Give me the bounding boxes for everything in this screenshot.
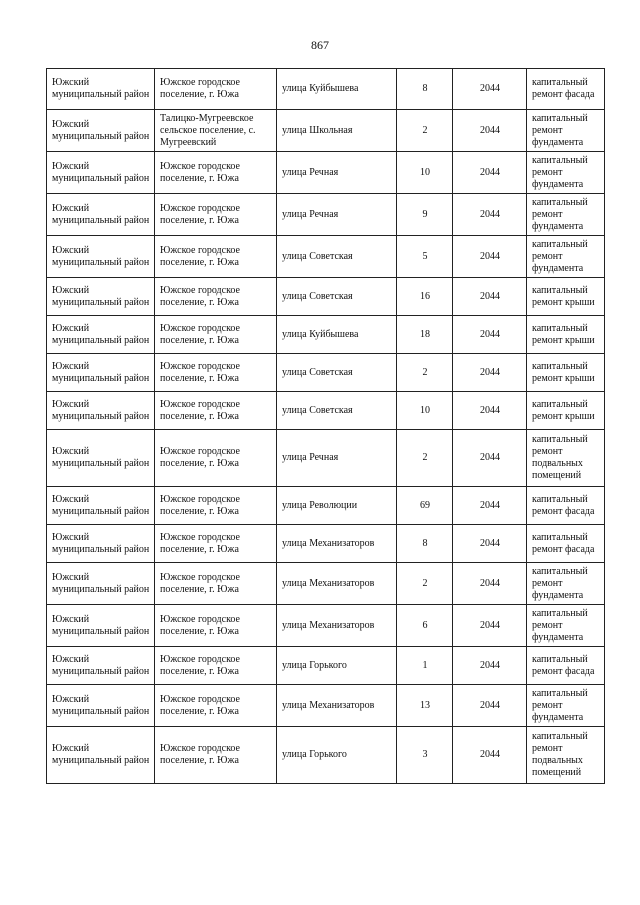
- house-number-cell: 2: [397, 110, 453, 152]
- work-type-cell: капитальный ремонт фундамента: [527, 236, 605, 278]
- work-type-cell: капитальный ремонт фундамента: [527, 685, 605, 727]
- table-row: [47, 236, 605, 278]
- table-row: [47, 152, 605, 194]
- table-row: [47, 563, 605, 605]
- house-number-cell: 2: [397, 430, 453, 487]
- work-type-cell: капитальный ремонт крыши: [527, 392, 605, 430]
- work-type-cell: капитальный ремонт подвальных помещений: [527, 727, 605, 784]
- district-cell: Южский муниципальный район: [47, 69, 155, 110]
- settlement-cell: Южское городское поселение, г. Южа: [155, 194, 277, 236]
- street-cell: улица Куйбышева: [277, 69, 397, 110]
- settlement-cell: Южское городское поселение, г. Южа: [155, 278, 277, 316]
- street-cell: улица Механизаторов: [277, 525, 397, 563]
- district-cell: Южский муниципальный район: [47, 563, 155, 605]
- work-type-cell: капитальный ремонт фасада: [527, 525, 605, 563]
- table-row: [47, 69, 605, 110]
- year-cell: 2044: [453, 392, 527, 430]
- work-type-cell: капитальный ремонт фундамента: [527, 194, 605, 236]
- street-cell: улица Куйбышева: [277, 316, 397, 354]
- district-cell: Южский муниципальный район: [47, 278, 155, 316]
- year-cell: 2044: [453, 605, 527, 647]
- table-row: [47, 685, 605, 727]
- year-cell: 2044: [453, 685, 527, 727]
- settlement-cell: Южское городское поселение, г. Южа: [155, 563, 277, 605]
- settlement-cell: Южское городское поселение, г. Южа: [155, 316, 277, 354]
- work-type-cell: капитальный ремонт фундамента: [527, 110, 605, 152]
- house-number-cell: 5: [397, 236, 453, 278]
- work-type-cell: капитальный ремонт фундамента: [527, 152, 605, 194]
- year-cell: 2044: [453, 525, 527, 563]
- year-cell: 2044: [453, 647, 527, 685]
- table-row: [47, 278, 605, 316]
- year-cell: 2044: [453, 69, 527, 110]
- district-cell: Южский муниципальный район: [47, 316, 155, 354]
- year-cell: 2044: [453, 236, 527, 278]
- street-cell: улица Механизаторов: [277, 685, 397, 727]
- house-number-cell: 1: [397, 647, 453, 685]
- house-number-cell: 8: [397, 69, 453, 110]
- table-row: [47, 354, 605, 392]
- street-cell: улица Механизаторов: [277, 605, 397, 647]
- street-cell: улица Революции: [277, 487, 397, 525]
- settlement-cell: Южское городское поселение, г. Южа: [155, 647, 277, 685]
- year-cell: 2044: [453, 563, 527, 605]
- year-cell: 2044: [453, 152, 527, 194]
- repair-schedule-table: [46, 68, 605, 784]
- table-row: [47, 525, 605, 563]
- street-cell: улица Советская: [277, 236, 397, 278]
- table-body: [47, 69, 605, 784]
- house-number-cell: 3: [397, 727, 453, 784]
- district-cell: Южский муниципальный район: [47, 430, 155, 487]
- table-row: [47, 647, 605, 685]
- year-cell: 2044: [453, 194, 527, 236]
- settlement-cell: Южское городское поселение, г. Южа: [155, 525, 277, 563]
- street-cell: улица Советская: [277, 278, 397, 316]
- house-number-cell: 6: [397, 605, 453, 647]
- district-cell: Южский муниципальный район: [47, 727, 155, 784]
- street-cell: улица Речная: [277, 194, 397, 236]
- work-type-cell: капитальный ремонт крыши: [527, 316, 605, 354]
- year-cell: 2044: [453, 430, 527, 487]
- settlement-cell: Южское городское поселение, г. Южа: [155, 685, 277, 727]
- table-row: [47, 392, 605, 430]
- house-number-cell: 18: [397, 316, 453, 354]
- settlement-cell: Южское городское поселение, г. Южа: [155, 727, 277, 784]
- table-row: [47, 430, 605, 487]
- house-number-cell: 10: [397, 392, 453, 430]
- work-type-cell: капитальный ремонт крыши: [527, 278, 605, 316]
- house-number-cell: 10: [397, 152, 453, 194]
- settlement-cell: Южское городское поселение, г. Южа: [155, 487, 277, 525]
- settlement-cell: Южское городское поселение, г. Южа: [155, 152, 277, 194]
- settlement-cell: Талицко-Мугреевское сельское поселение, с. Мугреевский: [155, 110, 277, 152]
- work-type-cell: капитальный ремонт фундамента: [527, 563, 605, 605]
- house-number-cell: 16: [397, 278, 453, 316]
- district-cell: Южский муниципальный район: [47, 685, 155, 727]
- table-row: [47, 110, 605, 152]
- settlement-cell: Южское городское поселение, г. Южа: [155, 430, 277, 487]
- street-cell: улица Горького: [277, 647, 397, 685]
- street-cell: улица Школьная: [277, 110, 397, 152]
- work-type-cell: капитальный ремонт подвальных помещений: [527, 430, 605, 487]
- work-type-cell: капитальный ремонт фасада: [527, 487, 605, 525]
- district-cell: Южский муниципальный район: [47, 354, 155, 392]
- settlement-cell: Южское городское поселение, г. Южа: [155, 392, 277, 430]
- street-cell: улица Горького: [277, 727, 397, 784]
- district-cell: Южский муниципальный район: [47, 194, 155, 236]
- street-cell: улица Речная: [277, 430, 397, 487]
- year-cell: 2044: [453, 354, 527, 392]
- house-number-cell: 2: [397, 354, 453, 392]
- year-cell: 2044: [453, 278, 527, 316]
- house-number-cell: 2: [397, 563, 453, 605]
- house-number-cell: 9: [397, 194, 453, 236]
- table-row: [47, 487, 605, 525]
- district-cell: Южский муниципальный район: [47, 392, 155, 430]
- district-cell: Южский муниципальный район: [47, 647, 155, 685]
- district-cell: Южский муниципальный район: [47, 525, 155, 563]
- house-number-cell: 69: [397, 487, 453, 525]
- work-type-cell: капитальный ремонт фасада: [527, 647, 605, 685]
- table-row: [47, 316, 605, 354]
- work-type-cell: капитальный ремонт крыши: [527, 354, 605, 392]
- house-number-cell: 13: [397, 685, 453, 727]
- district-cell: Южский муниципальный район: [47, 487, 155, 525]
- work-type-cell: капитальный ремонт фасада: [527, 69, 605, 110]
- settlement-cell: Южское городское поселение, г. Южа: [155, 236, 277, 278]
- page-number: 867: [311, 38, 329, 52]
- district-cell: Южский муниципальный район: [47, 152, 155, 194]
- street-cell: улица Речная: [277, 152, 397, 194]
- table-row: [47, 194, 605, 236]
- district-cell: Южский муниципальный район: [47, 110, 155, 152]
- settlement-cell: Южское городское поселение, г. Южа: [155, 69, 277, 110]
- house-number-cell: 8: [397, 525, 453, 563]
- table-row: [47, 605, 605, 647]
- street-cell: улица Советская: [277, 354, 397, 392]
- street-cell: улица Механизаторов: [277, 563, 397, 605]
- year-cell: 2044: [453, 110, 527, 152]
- settlement-cell: Южское городское поселение, г. Южа: [155, 605, 277, 647]
- year-cell: 2044: [453, 316, 527, 354]
- district-cell: Южский муниципальный район: [47, 605, 155, 647]
- street-cell: улица Советская: [277, 392, 397, 430]
- year-cell: 2044: [453, 487, 527, 525]
- year-cell: 2044: [453, 727, 527, 784]
- district-cell: Южский муниципальный район: [47, 236, 155, 278]
- table-row: [47, 727, 605, 784]
- work-type-cell: капитальный ремонт фундамента: [527, 605, 605, 647]
- settlement-cell: Южское городское поселение, г. Южа: [155, 354, 277, 392]
